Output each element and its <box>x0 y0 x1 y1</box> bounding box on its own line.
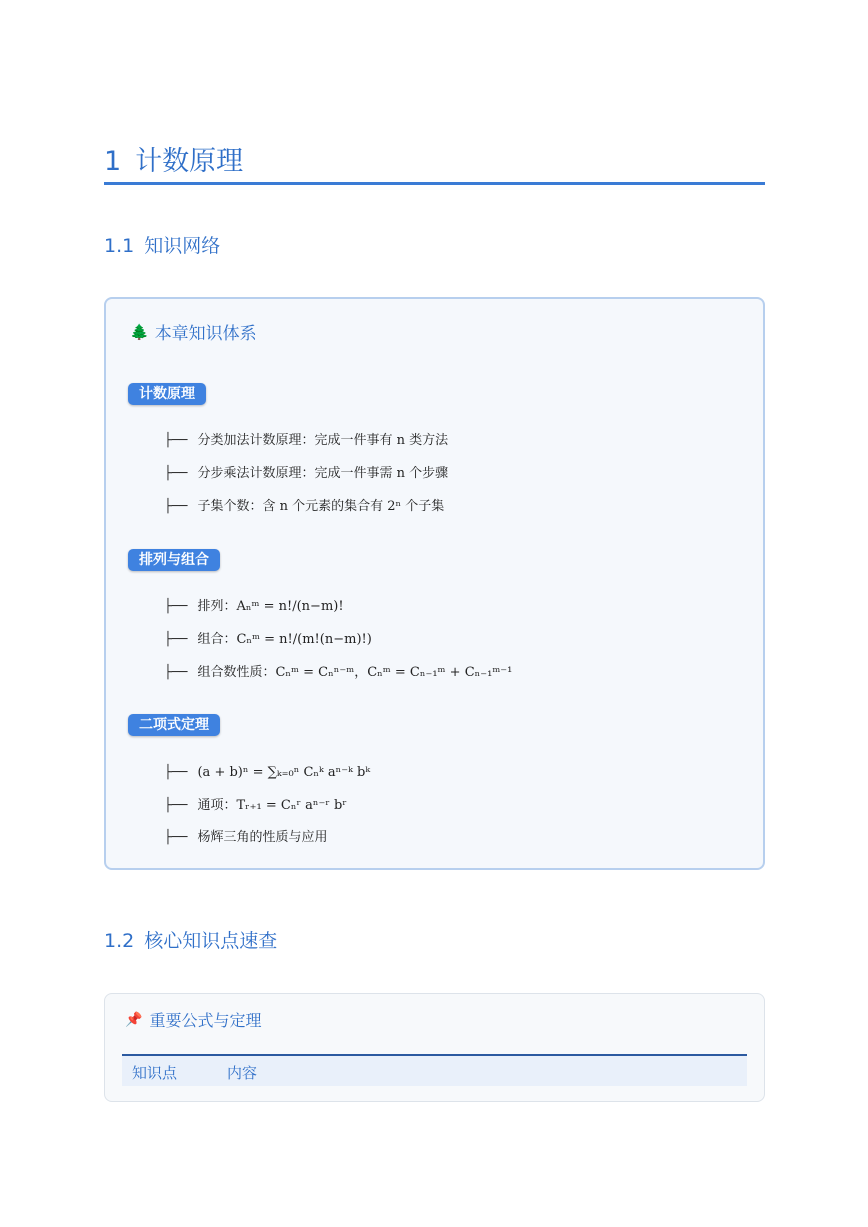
group-tag-binomial: 二项式定理 <box>128 714 220 736</box>
tree-item-text: 排列：Aₙᵐ = n!/(n−m)! <box>197 599 344 614</box>
tree-item <box>164 662 512 684</box>
formula-box-title-text: 重要公式与定理 <box>149 1011 262 1030</box>
tree-item <box>164 762 370 784</box>
tree-item-text: 杨辉三角的性质与应用 <box>197 830 328 845</box>
pushpin-icon: 📌 <box>125 1011 143 1028</box>
section-number: 1.2 <box>104 930 135 952</box>
table-header <box>122 1054 747 1086</box>
section-title: 核心知识点速查 <box>144 930 278 952</box>
branch-connector: ├── <box>164 830 188 845</box>
section-title: 知识网络 <box>144 235 221 257</box>
tree-item <box>164 827 328 849</box>
tree-item-text: 通项：Tᵣ₊₁ = Cₙʳ aⁿ⁻ʳ bʳ <box>197 798 347 813</box>
chapter-heading <box>104 139 765 178</box>
tree-item-text: (a + b)ⁿ = ∑ₖ₌₀ⁿ Cₙᵏ aⁿ⁻ᵏ bᵏ <box>197 765 371 780</box>
section-heading-1-2 <box>104 926 277 953</box>
tree-icon: 🌲 <box>130 322 149 341</box>
branch-connector: ├── <box>164 765 188 780</box>
tree-item-text: 子集个数：含 n 个元素的集合有 2ⁿ 个子集 <box>197 499 445 514</box>
column-header: 内容 <box>227 1064 258 1082</box>
tree-item <box>164 629 372 651</box>
chapter-divider <box>104 182 765 185</box>
branch-connector: ├── <box>164 632 188 647</box>
tree-box-title-text: 本章知识体系 <box>154 324 257 344</box>
branch-connector: ├── <box>164 599 188 614</box>
branch-connector: ├── <box>164 499 188 514</box>
tree-item-text: 分类加法计数原理：完成一件事有 n 类方法 <box>197 433 449 448</box>
branch-connector: ├── <box>164 798 188 813</box>
branch-connector: ├── <box>164 466 188 481</box>
tree-item-text: 组合数性质：Cₙᵐ = Cₙⁿ⁻ᵐ，Cₙᵐ = Cₙ₋₁ᵐ + Cₙ₋₁ᵐ⁻¹ <box>197 665 513 680</box>
chapter-number: 1 <box>104 146 122 177</box>
group-tag-permutation: 排列与组合 <box>128 549 220 571</box>
formula-box <box>104 993 765 1102</box>
tree-item-text: 组合：Cₙᵐ = n!/(m!(n−m)!) <box>197 632 372 647</box>
chapter-title: 计数原理 <box>135 146 244 177</box>
branch-connector: ├── <box>164 433 188 448</box>
section-number: 1.1 <box>104 235 135 257</box>
tree-item <box>164 430 448 452</box>
tree-item <box>164 596 344 618</box>
section-heading-1-1 <box>104 231 220 258</box>
knowledge-tree-box <box>104 297 765 870</box>
branch-connector: ├── <box>164 665 188 680</box>
column-header: 知识点 <box>132 1064 178 1082</box>
formula-box-title <box>125 1008 261 1031</box>
tree-item <box>164 463 448 485</box>
tree-item <box>164 795 347 817</box>
tree-item <box>164 496 444 518</box>
tree-item-text: 分步乘法计数原理：完成一件事需 n 个步骤 <box>197 466 449 481</box>
tree-box-title <box>130 319 257 344</box>
group-tag-counting: 计数原理 <box>128 383 206 405</box>
